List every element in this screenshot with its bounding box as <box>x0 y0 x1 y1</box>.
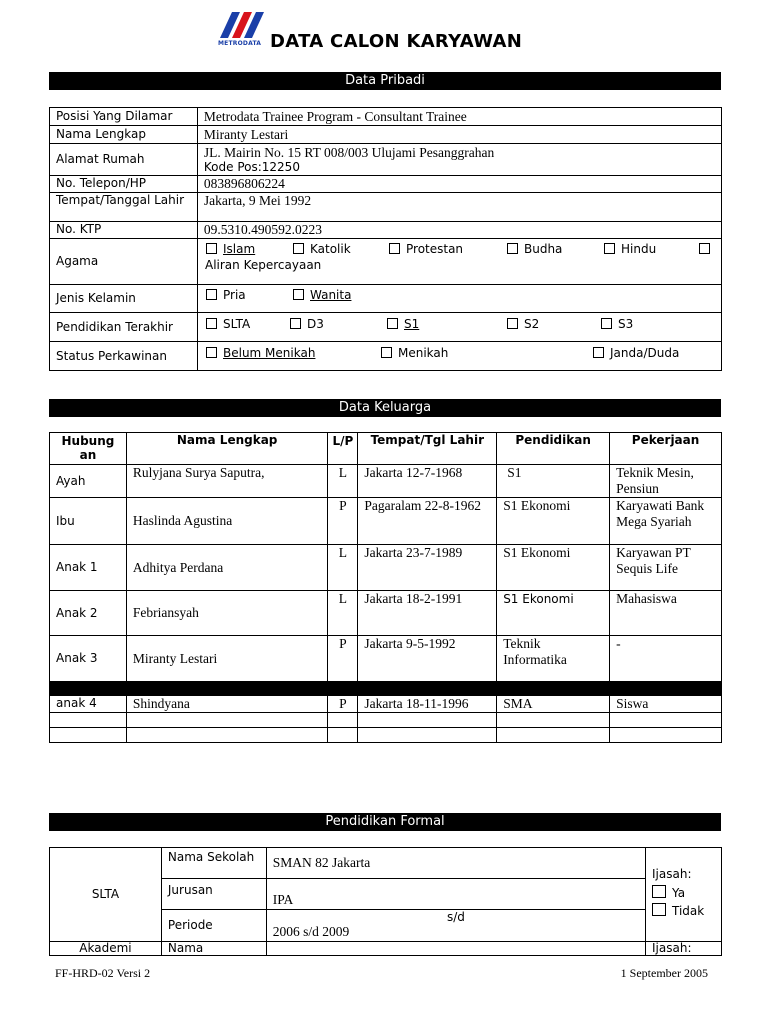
nama-sekolah-label: Nama Sekolah <box>161 848 266 879</box>
agama-option-katolik[interactable]: Katolik <box>293 242 351 256</box>
jurusan-value: IPA <box>266 879 645 910</box>
kodepos-value: 12250 <box>261 160 300 174</box>
ktp-label: No. KTP <box>50 222 198 239</box>
checkbox-icon[interactable] <box>604 243 615 254</box>
agama-option-aliran-checkbox[interactable] <box>699 242 716 256</box>
pendidikan-option-d3[interactable]: D3 <box>290 317 324 331</box>
jurusan-label: Jurusan <box>161 879 266 910</box>
agama-label: Agama <box>50 239 198 285</box>
ttl-value: Jakarta, 9 Mei 1992 <box>197 193 721 222</box>
checkbox-icon[interactable] <box>206 243 217 254</box>
header-lp: L/P <box>328 433 358 465</box>
ttl-label: Tempat/Tanggal Lahir <box>50 193 198 222</box>
agama-option-protestan[interactable]: Protestan <box>389 242 463 256</box>
table-row: Ibu Haslinda Agustina P Pagaralam 22-8-1962 S1 Ekonomi Karyawati Bank Mega Syariah <box>50 498 722 545</box>
empty-row <box>50 728 722 743</box>
telepon-value: 083896806224 <box>197 176 721 193</box>
page-title: DATA CALON KARYAWAN <box>270 31 523 52</box>
header-hubungan: Hubungan <box>50 433 127 465</box>
section-data-keluarga: Data Keluarga <box>49 399 721 417</box>
checkbox-icon[interactable] <box>206 318 217 329</box>
agama-option-islam[interactable]: Islam <box>206 242 255 256</box>
checkbox-icon[interactable] <box>293 243 304 254</box>
header-pekerjaan: Pekerjaan <box>610 433 722 465</box>
ijasah-label: Ijasah: <box>652 867 692 881</box>
nama-label: Nama Lengkap <box>50 126 198 144</box>
checkbox-icon[interactable] <box>652 903 666 916</box>
periode-label: Periode <box>161 910 266 942</box>
checkbox-icon[interactable] <box>206 347 217 358</box>
footer-form-code: FF-HRD-02 Versi 2 <box>55 966 151 980</box>
jk-label: Jenis Kelamin <box>50 285 198 313</box>
pendidikan-formal-table <box>49 847 722 956</box>
periode-cell <box>266 910 645 942</box>
status-label: Status Perkawinan <box>50 342 198 371</box>
pendidikan-option-s2[interactable]: S2 <box>507 317 539 331</box>
table-separator-row <box>50 682 722 696</box>
akademi-nama-label: Nama <box>161 942 266 956</box>
jk-option-wanita[interactable]: Wanita <box>293 288 351 302</box>
ijasah-option-tidak[interactable]: Tidak <box>652 903 715 918</box>
pendidikan-option-slta[interactable]: SLTA <box>206 317 250 331</box>
ijasah-option-ya[interactable]: Ya <box>652 885 715 900</box>
kodepos-line <box>204 161 715 174</box>
checkbox-icon[interactable] <box>290 318 301 329</box>
akademi-nama-value <box>266 942 645 956</box>
header-nama: Nama Lengkap <box>126 433 328 465</box>
periode-value: 2006 s/d 2009 <box>272 924 350 939</box>
slta-label: SLTA <box>50 848 162 942</box>
empty-row <box>50 713 722 728</box>
checkbox-icon[interactable] <box>507 243 518 254</box>
table-row: anak 4 Shindyana P Jakarta 18-11-1996 SMA Siswa <box>50 696 722 713</box>
table-row: Anak 2 Febriansyah L Jakarta 18-2-1991 S1 Ekonomi Mahasiswa <box>50 591 722 636</box>
checkbox-icon[interactable] <box>293 289 304 300</box>
pendidikan-label: Pendidikan Terakhir <box>50 313 198 342</box>
checkbox-icon[interactable] <box>699 243 710 254</box>
checkbox-icon[interactable] <box>381 347 392 358</box>
data-pribadi-table <box>49 107 722 371</box>
pendidikan-option-s3[interactable]: S3 <box>601 317 633 331</box>
akademi-label: Akademi <box>50 942 162 956</box>
checkbox-icon[interactable] <box>507 318 518 329</box>
table-row: Ayah Rulyjana Surya Saputra, L Jakarta 12-7-1968 S1 Teknik Mesin, Pensiun <box>50 465 722 498</box>
pendidikan-option-s1[interactable]: S1 <box>387 317 419 331</box>
section-data-pribadi: Data Pribadi <box>49 72 721 90</box>
company-logo <box>218 10 268 50</box>
nama-sekolah-value: SMAN 82 Jakarta <box>266 848 645 879</box>
status-option-janda-duda[interactable]: Janda/Duda <box>593 346 679 360</box>
agama-option-aliran-label: Aliran Kepercayaan <box>205 258 322 272</box>
status-option-belum-menikah[interactable]: Belum Menikah <box>206 346 315 360</box>
checkbox-icon[interactable] <box>652 885 666 898</box>
agama-option-hindu[interactable]: Hindu <box>604 242 656 256</box>
pendidikan-cell <box>197 313 721 342</box>
agama-option-budha[interactable]: Budha <box>507 242 562 256</box>
alamat-value: JL. Mairin No. 15 RT 008/003 Ulujami Pesanggrahan <box>203 145 495 160</box>
table-row: Anak 3 Miranty Lestari P Jakarta 9-5-1992 Teknik Informatika - <box>50 636 722 682</box>
data-keluarga-table <box>49 432 722 743</box>
checkbox-icon[interactable] <box>206 289 217 300</box>
jk-cell <box>197 285 721 313</box>
header-ttl: Tempat/Tgl Lahir <box>358 433 497 465</box>
alamat-label: Alamat Rumah <box>50 144 198 176</box>
nama-value: Miranty Lestari <box>197 126 721 144</box>
posisi-label: Posisi Yang Dilamar <box>50 108 198 126</box>
metrodata-logo-icon <box>218 10 268 40</box>
status-option-menikah[interactable]: Menikah <box>381 346 448 360</box>
checkbox-icon[interactable] <box>387 318 398 329</box>
checkbox-icon[interactable] <box>601 318 612 329</box>
section-pendidikan-formal: Pendidikan Formal <box>49 813 721 831</box>
header-pendidikan: Pendidikan <box>497 433 610 465</box>
ktp-value: 09.5310.490592.0223 <box>197 222 721 239</box>
posisi-value: Metrodata Trainee Program - Consultant Trainee <box>197 108 721 126</box>
jk-option-pria[interactable]: Pria <box>206 288 246 302</box>
checkbox-icon[interactable] <box>593 347 604 358</box>
checkbox-icon[interactable] <box>389 243 400 254</box>
footer-date: 1 September 2005 <box>620 966 708 980</box>
logo-text: METRODATA <box>218 40 262 47</box>
periode-sd-label: s/d <box>446 910 465 924</box>
table-row: Anak 1 Adhitya Perdana L Jakarta 23-7-1989 S1 Ekonomi Karyawan PT Sequis Life <box>50 545 722 591</box>
ijasah-cell <box>646 848 722 942</box>
telepon-label: No. Telepon/HP <box>50 176 198 193</box>
akademi-ijasah-label: Ijasah: <box>646 942 722 956</box>
kodepos-label: Kode Pos: <box>203 160 262 174</box>
alamat-cell <box>197 144 721 176</box>
